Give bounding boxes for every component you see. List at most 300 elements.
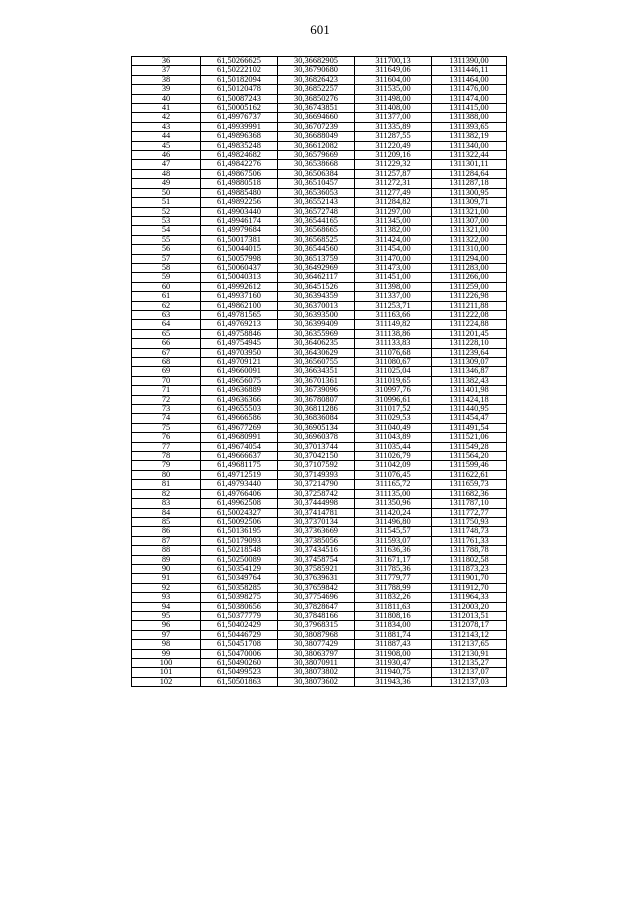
y-coordinate-cell: 1311382,19 (432, 132, 507, 141)
point-number-cell: 71 (132, 386, 201, 395)
y-coordinate-cell: 1311239,64 (432, 348, 507, 357)
table-row (132, 188, 507, 197)
x-coordinate-cell: 311424,00 (355, 235, 432, 244)
point-number-cell: 40 (132, 94, 201, 103)
longitude-cell: 30,38087968 (278, 630, 355, 639)
table-row (132, 517, 507, 526)
y-coordinate-cell: 1311964,33 (432, 593, 507, 602)
point-number-cell: 99 (132, 649, 201, 658)
latitude-cell: 61,49758846 (201, 329, 278, 338)
x-coordinate-cell: 311019,65 (355, 376, 432, 385)
table-row (132, 329, 507, 338)
y-coordinate-cell: 1311228,10 (432, 339, 507, 348)
longitude-cell: 30,38077429 (278, 640, 355, 649)
table-row (132, 348, 507, 357)
point-number-cell: 82 (132, 489, 201, 498)
latitude-cell: 61,49896368 (201, 132, 278, 141)
y-coordinate-cell: 1311309,07 (432, 358, 507, 367)
table-row (132, 282, 507, 291)
x-coordinate-cell: 311253,71 (355, 301, 432, 310)
y-coordinate-cell: 1311259,00 (432, 282, 507, 291)
longitude-cell: 30,36492969 (278, 263, 355, 272)
x-coordinate-cell: 311029,53 (355, 414, 432, 423)
latitude-cell: 61,49793440 (201, 480, 278, 489)
table-row (132, 226, 507, 235)
point-number-cell: 94 (132, 602, 201, 611)
latitude-cell: 61,49824682 (201, 151, 278, 160)
y-coordinate-cell: 1311788,78 (432, 546, 507, 555)
point-number-cell: 65 (132, 329, 201, 338)
x-coordinate-cell: 311930,47 (355, 659, 432, 668)
table-row (132, 254, 507, 263)
latitude-cell: 61,49835248 (201, 141, 278, 150)
y-coordinate-cell: 1311682,36 (432, 489, 507, 498)
longitude-cell: 30,36399409 (278, 320, 355, 329)
longitude-cell: 30,37042150 (278, 452, 355, 461)
table-row (132, 94, 507, 103)
latitude-cell: 61,49709121 (201, 358, 278, 367)
point-number-cell: 89 (132, 555, 201, 564)
x-coordinate-cell: 311377,00 (355, 113, 432, 122)
point-number-cell: 88 (132, 546, 201, 555)
y-coordinate-cell: 1311388,00 (432, 113, 507, 122)
x-coordinate-cell: 311700,13 (355, 57, 432, 66)
latitude-cell: 61,49766406 (201, 489, 278, 498)
point-number-cell: 87 (132, 536, 201, 545)
y-coordinate-cell: 1312137,65 (432, 640, 507, 649)
latitude-cell: 61,50136195 (201, 527, 278, 536)
latitude-cell: 61,50398275 (201, 593, 278, 602)
longitude-cell: 30,36688049 (278, 132, 355, 141)
point-number-cell: 50 (132, 188, 201, 197)
table-row (132, 602, 507, 611)
latitude-cell: 61,50402429 (201, 621, 278, 630)
x-coordinate-cell: 311808,16 (355, 611, 432, 620)
table-row (132, 452, 507, 461)
x-coordinate-cell: 311940,75 (355, 668, 432, 677)
y-coordinate-cell: 1311309,71 (432, 198, 507, 207)
y-coordinate-cell: 1311901,70 (432, 574, 507, 583)
table-row (132, 395, 507, 404)
latitude-cell: 61,50380656 (201, 602, 278, 611)
table-row (132, 564, 507, 573)
longitude-cell: 30,36510457 (278, 179, 355, 188)
x-coordinate-cell: 311832,26 (355, 593, 432, 602)
y-coordinate-cell: 1311211,88 (432, 301, 507, 310)
y-coordinate-cell: 1311310,00 (432, 245, 507, 254)
y-coordinate-cell: 1312143,12 (432, 630, 507, 639)
latitude-cell: 61,50092506 (201, 517, 278, 526)
longitude-cell: 30,37968315 (278, 621, 355, 630)
longitude-cell: 30,37414781 (278, 508, 355, 517)
y-coordinate-cell: 1311284,64 (432, 169, 507, 178)
point-number-cell: 79 (132, 461, 201, 470)
table-row (132, 235, 507, 244)
x-coordinate-cell: 311335,89 (355, 122, 432, 131)
table-row (132, 405, 507, 414)
y-coordinate-cell: 1311266,00 (432, 273, 507, 282)
latitude-cell: 61,49867506 (201, 169, 278, 178)
y-coordinate-cell: 1311474,00 (432, 94, 507, 103)
table-row (132, 677, 507, 686)
longitude-cell: 30,36612082 (278, 141, 355, 150)
point-number-cell: 60 (132, 282, 201, 291)
latitude-cell: 61,49946174 (201, 216, 278, 225)
latitude-cell: 61,50501863 (201, 677, 278, 686)
longitude-cell: 30,36634351 (278, 367, 355, 376)
latitude-cell: 61,49666586 (201, 414, 278, 423)
point-number-cell: 91 (132, 574, 201, 583)
point-number-cell: 76 (132, 433, 201, 442)
longitude-cell: 30,36394359 (278, 292, 355, 301)
latitude-cell: 61,50266625 (201, 57, 278, 66)
longitude-cell: 30,37385056 (278, 536, 355, 545)
point-number-cell: 70 (132, 376, 201, 385)
point-number-cell: 47 (132, 160, 201, 169)
table-row (132, 301, 507, 310)
x-coordinate-cell: 311649,06 (355, 66, 432, 75)
y-coordinate-cell: 1311464,00 (432, 75, 507, 84)
longitude-cell: 30,36552143 (278, 198, 355, 207)
point-number-cell: 56 (132, 245, 201, 254)
x-coordinate-cell: 311535,00 (355, 85, 432, 94)
x-coordinate-cell: 311943,36 (355, 677, 432, 686)
longitude-cell: 30,36579669 (278, 151, 355, 160)
table-row (132, 470, 507, 479)
point-number-cell: 77 (132, 442, 201, 451)
table-row (132, 160, 507, 169)
x-coordinate-cell: 311408,00 (355, 104, 432, 113)
x-coordinate-cell: 311149,82 (355, 320, 432, 329)
y-coordinate-cell: 1311521,06 (432, 433, 507, 442)
y-coordinate-cell: 1311226,98 (432, 292, 507, 301)
longitude-cell: 30,36536053 (278, 188, 355, 197)
point-number-cell: 78 (132, 452, 201, 461)
latitude-cell: 61,49885480 (201, 188, 278, 197)
point-number-cell: 53 (132, 216, 201, 225)
point-number-cell: 66 (132, 339, 201, 348)
latitude-cell: 61,49677269 (201, 423, 278, 432)
longitude-cell: 30,37258742 (278, 489, 355, 498)
y-coordinate-cell: 1311322,44 (432, 151, 507, 160)
longitude-cell: 30,36960378 (278, 433, 355, 442)
point-number-cell: 38 (132, 75, 201, 84)
table-row (132, 593, 507, 602)
y-coordinate-cell: 1311393,65 (432, 122, 507, 131)
x-coordinate-cell: 311345,00 (355, 216, 432, 225)
x-coordinate-cell: 311785,36 (355, 564, 432, 573)
latitude-cell: 61,49976737 (201, 113, 278, 122)
point-number-cell: 97 (132, 630, 201, 639)
longitude-cell: 30,36544560 (278, 245, 355, 254)
table-row (132, 292, 507, 301)
x-coordinate-cell: 311026,79 (355, 452, 432, 461)
table-row (132, 122, 507, 131)
table-row (132, 414, 507, 423)
longitude-cell: 30,37149393 (278, 470, 355, 479)
x-coordinate-cell: 311671,17 (355, 555, 432, 564)
longitude-cell: 30,38063797 (278, 649, 355, 658)
point-number-cell: 37 (132, 66, 201, 75)
longitude-cell: 30,36739096 (278, 386, 355, 395)
table-row (132, 169, 507, 178)
point-number-cell: 49 (132, 179, 201, 188)
longitude-cell: 30,36790680 (278, 66, 355, 75)
table-row (132, 320, 507, 329)
y-coordinate-cell: 1311382,43 (432, 376, 507, 385)
longitude-cell: 30,36513759 (278, 254, 355, 263)
table-row (132, 113, 507, 122)
y-coordinate-cell: 1311346,87 (432, 367, 507, 376)
y-coordinate-cell: 1311564,20 (432, 452, 507, 461)
x-coordinate-cell: 311165,72 (355, 480, 432, 489)
table-row (132, 132, 507, 141)
x-coordinate-cell: 311908,00 (355, 649, 432, 658)
latitude-cell: 61,49992612 (201, 282, 278, 291)
x-coordinate-cell: 311076,45 (355, 470, 432, 479)
y-coordinate-cell: 1311802,58 (432, 555, 507, 564)
x-coordinate-cell: 311277,49 (355, 188, 432, 197)
table-row (132, 621, 507, 630)
x-coordinate-cell: 311881,74 (355, 630, 432, 639)
y-coordinate-cell: 1311222,08 (432, 310, 507, 319)
x-coordinate-cell: 311035,44 (355, 442, 432, 451)
longitude-cell: 30,36538668 (278, 160, 355, 169)
table-row (132, 659, 507, 668)
latitude-cell: 61,49962508 (201, 499, 278, 508)
y-coordinate-cell: 1311659,73 (432, 480, 507, 489)
point-number-cell: 75 (132, 423, 201, 432)
longitude-cell: 30,36850276 (278, 94, 355, 103)
table-row (132, 508, 507, 517)
latitude-cell: 61,50349764 (201, 574, 278, 583)
latitude-cell: 61,49703950 (201, 348, 278, 357)
table-row (132, 245, 507, 254)
y-coordinate-cell: 1311300,95 (432, 188, 507, 197)
x-coordinate-cell: 311209,16 (355, 151, 432, 160)
x-coordinate-cell: 311834,00 (355, 621, 432, 630)
x-coordinate-cell: 311287,55 (355, 132, 432, 141)
y-coordinate-cell: 1312137,07 (432, 668, 507, 677)
point-number-cell: 86 (132, 527, 201, 536)
latitude-cell: 61,50024327 (201, 508, 278, 517)
latitude-cell: 61,50040313 (201, 273, 278, 282)
longitude-cell: 30,37107592 (278, 461, 355, 470)
x-coordinate-cell: 311080,67 (355, 358, 432, 367)
latitude-cell: 61,50470006 (201, 649, 278, 658)
longitude-cell: 30,38070911 (278, 659, 355, 668)
table-row (132, 66, 507, 75)
longitude-cell: 30,36836084 (278, 414, 355, 423)
longitude-cell: 30,37214790 (278, 480, 355, 489)
point-number-cell: 95 (132, 611, 201, 620)
longitude-cell: 30,36743851 (278, 104, 355, 113)
y-coordinate-cell: 1311224,88 (432, 320, 507, 329)
table-row (132, 339, 507, 348)
y-coordinate-cell: 1311287,18 (432, 179, 507, 188)
y-coordinate-cell: 1311390,00 (432, 57, 507, 66)
table-row (132, 640, 507, 649)
table-row (132, 668, 507, 677)
point-number-cell: 48 (132, 169, 201, 178)
longitude-cell: 30,37848166 (278, 611, 355, 620)
latitude-cell: 61,49979684 (201, 226, 278, 235)
table-row (132, 583, 507, 592)
latitude-cell: 61,49903440 (201, 207, 278, 216)
longitude-cell: 30,36355969 (278, 329, 355, 338)
longitude-cell: 30,36406235 (278, 339, 355, 348)
x-coordinate-cell: 311636,36 (355, 546, 432, 555)
y-coordinate-cell: 1311761,33 (432, 536, 507, 545)
latitude-cell: 61,50179093 (201, 536, 278, 545)
table-row (132, 358, 507, 367)
longitude-cell: 30,36701361 (278, 376, 355, 385)
latitude-cell: 61,49680991 (201, 433, 278, 442)
latitude-cell: 61,49842276 (201, 160, 278, 169)
point-number-cell: 85 (132, 517, 201, 526)
longitude-cell: 30,36462117 (278, 273, 355, 282)
table-row (132, 546, 507, 555)
longitude-cell: 30,36430629 (278, 348, 355, 357)
latitude-cell: 61,49754945 (201, 339, 278, 348)
longitude-cell: 30,37363669 (278, 527, 355, 536)
latitude-cell: 61,50057998 (201, 254, 278, 263)
y-coordinate-cell: 1311322,00 (432, 235, 507, 244)
table-row (132, 273, 507, 282)
point-number-cell: 36 (132, 57, 201, 66)
x-coordinate-cell: 311545,57 (355, 527, 432, 536)
table-row (132, 461, 507, 470)
x-coordinate-cell: 311272,31 (355, 179, 432, 188)
point-number-cell: 93 (132, 593, 201, 602)
x-coordinate-cell: 311138,86 (355, 329, 432, 338)
y-coordinate-cell: 1311748,73 (432, 527, 507, 536)
y-coordinate-cell: 1311750,93 (432, 517, 507, 526)
table-row (132, 57, 507, 66)
table-row (132, 207, 507, 216)
longitude-cell: 30,37370134 (278, 517, 355, 526)
table-row (132, 198, 507, 207)
y-coordinate-cell: 1311440,95 (432, 405, 507, 414)
table-row (132, 85, 507, 94)
x-coordinate-cell: 311398,00 (355, 282, 432, 291)
y-coordinate-cell: 1311415,00 (432, 104, 507, 113)
table-row (132, 263, 507, 272)
point-number-cell: 74 (132, 414, 201, 423)
x-coordinate-cell: 311042,09 (355, 461, 432, 470)
table-row (132, 310, 507, 319)
point-number-cell: 57 (132, 254, 201, 263)
x-coordinate-cell: 311025,04 (355, 367, 432, 376)
longitude-cell: 30,36905134 (278, 423, 355, 432)
table-row (132, 104, 507, 113)
latitude-cell: 61,50060437 (201, 263, 278, 272)
longitude-cell: 30,37754696 (278, 593, 355, 602)
point-number-cell: 102 (132, 677, 201, 686)
point-number-cell: 84 (132, 508, 201, 517)
x-coordinate-cell: 311135,00 (355, 489, 432, 498)
y-coordinate-cell: 1311307,00 (432, 216, 507, 225)
x-coordinate-cell: 311229,32 (355, 160, 432, 169)
latitude-cell: 61,49666637 (201, 452, 278, 461)
point-number-cell: 39 (132, 85, 201, 94)
latitude-cell: 61,49656075 (201, 376, 278, 385)
y-coordinate-cell: 1311772,77 (432, 508, 507, 517)
longitude-cell: 30,37828647 (278, 602, 355, 611)
table-row (132, 141, 507, 150)
table-row (132, 179, 507, 188)
longitude-cell: 30,37434516 (278, 546, 355, 555)
x-coordinate-cell: 311779,77 (355, 574, 432, 583)
point-number-cell: 90 (132, 564, 201, 573)
latitude-cell: 61,49636366 (201, 395, 278, 404)
x-coordinate-cell: 311420,24 (355, 508, 432, 517)
y-coordinate-cell: 1311424,18 (432, 395, 507, 404)
latitude-cell: 61,49781565 (201, 310, 278, 319)
point-number-cell: 72 (132, 395, 201, 404)
longitude-cell: 30,36568665 (278, 226, 355, 235)
longitude-cell: 30,36393500 (278, 310, 355, 319)
table-row (132, 536, 507, 545)
y-coordinate-cell: 1311912,70 (432, 583, 507, 592)
y-coordinate-cell: 1311873,23 (432, 564, 507, 573)
x-coordinate-cell: 311811,63 (355, 602, 432, 611)
table-row (132, 480, 507, 489)
x-coordinate-cell: 311076,68 (355, 348, 432, 357)
coordinates-table-body (132, 57, 507, 687)
latitude-cell: 61,49712519 (201, 470, 278, 479)
x-coordinate-cell: 311788,99 (355, 583, 432, 592)
longitude-cell: 30,37013744 (278, 442, 355, 451)
x-coordinate-cell: 311604,00 (355, 75, 432, 84)
y-coordinate-cell: 1311454,47 (432, 414, 507, 423)
point-number-cell: 54 (132, 226, 201, 235)
longitude-cell: 30,36694660 (278, 113, 355, 122)
x-coordinate-cell: 310997,76 (355, 386, 432, 395)
latitude-cell: 61,50087243 (201, 94, 278, 103)
longitude-cell: 30,36370013 (278, 301, 355, 310)
latitude-cell: 61,50354129 (201, 564, 278, 573)
table-row (132, 75, 507, 84)
y-coordinate-cell: 1312130,91 (432, 649, 507, 658)
table-row (132, 649, 507, 658)
y-coordinate-cell: 1311401,98 (432, 386, 507, 395)
y-coordinate-cell: 1311283,00 (432, 263, 507, 272)
x-coordinate-cell: 311454,00 (355, 245, 432, 254)
latitude-cell: 61,50044015 (201, 245, 278, 254)
longitude-cell: 30,38073802 (278, 668, 355, 677)
latitude-cell: 61,49681175 (201, 461, 278, 470)
y-coordinate-cell: 1311446,11 (432, 66, 507, 75)
x-coordinate-cell: 311887,43 (355, 640, 432, 649)
latitude-cell: 61,50017381 (201, 235, 278, 244)
y-coordinate-cell: 1312135,27 (432, 659, 507, 668)
y-coordinate-cell: 1311201,45 (432, 329, 507, 338)
point-number-cell: 73 (132, 405, 201, 414)
x-coordinate-cell: 311382,00 (355, 226, 432, 235)
point-number-cell: 92 (132, 583, 201, 592)
point-number-cell: 43 (132, 122, 201, 131)
latitude-cell: 61,50005162 (201, 104, 278, 113)
x-coordinate-cell: 311257,87 (355, 169, 432, 178)
page-number: 601 (310, 22, 330, 37)
point-number-cell: 52 (132, 207, 201, 216)
coordinates-table (131, 56, 507, 687)
longitude-cell: 30,36451526 (278, 282, 355, 291)
point-number-cell: 83 (132, 499, 201, 508)
latitude-cell: 61,50250089 (201, 555, 278, 564)
point-number-cell: 55 (132, 235, 201, 244)
